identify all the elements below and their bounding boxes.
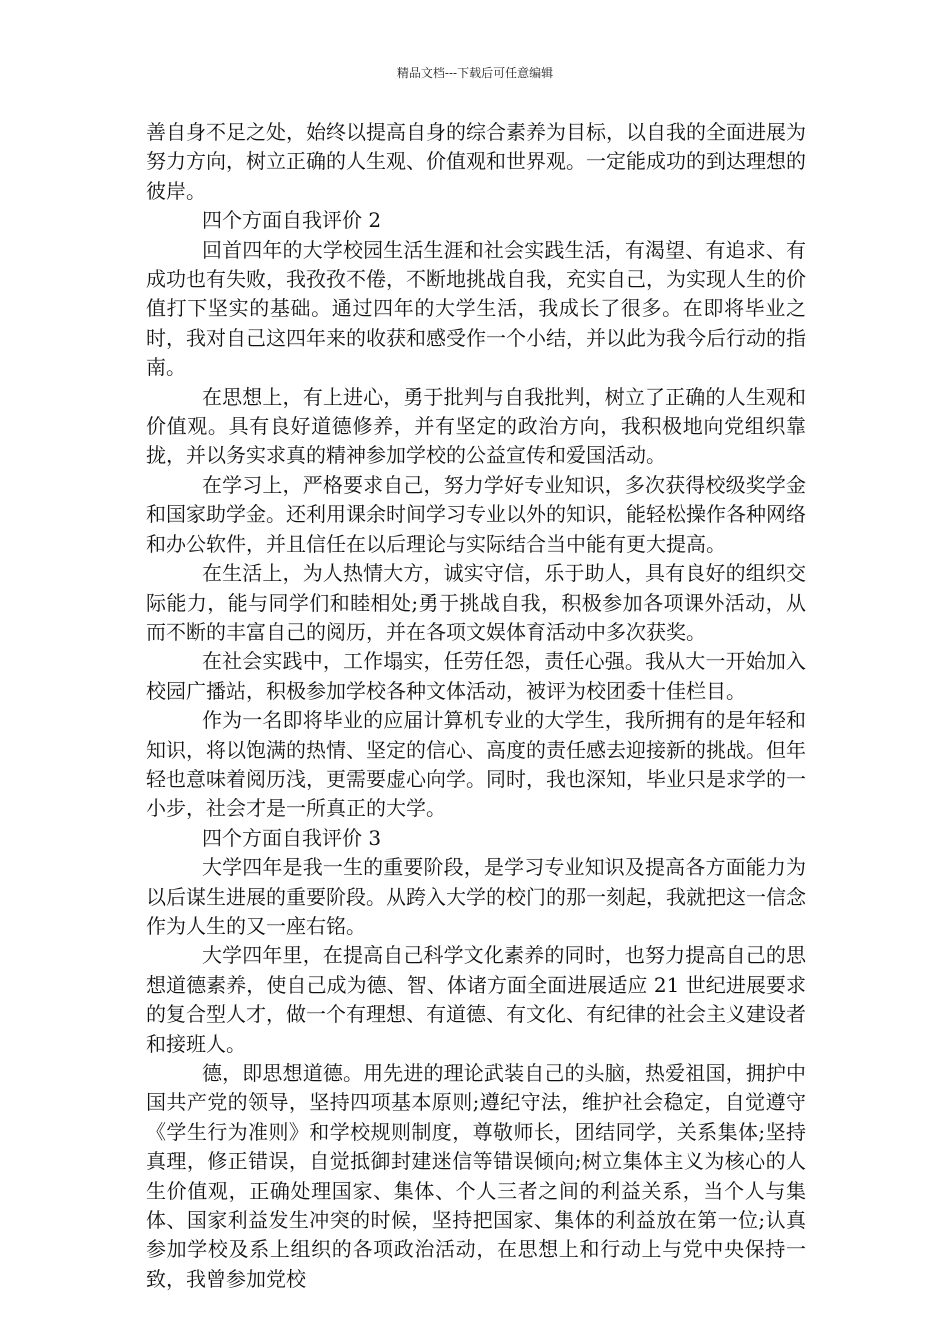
paragraph: 大学四年是我一生的重要阶段，是学习专业知识及提高各方面能力为以后谋生进展的重要阶段。从跨入大学的校门的那一刻起，我就把这一信念作为人生的又一座右铭。 [146,855,806,938]
paragraph: 在学习上，严格要求自己，努力学好专业知识，多次获得校级奖学金和国家助学金。还利用课余时间学习专业以外的知识，能轻松操作各种网络和办公软件，并且信任在以后理论与实际结合当中能有更大提高。 [146,472,806,556]
paragraph: 在社会实践中，工作塌实，任劳任怨，责任心强。我从大一开始加入校园广播站，积极参加学校各种文体活动，被评为校团委十佳栏目。 [146,649,806,703]
paragraph: 德，即思想道德。用先进的理论武装自己的头脑，热爱祖国，拥护中国共产党的领导，坚持四项基本原则;遵纪守法，维护社会稳定，自觉遵守《学生行为准则》和学校规则制度，尊敬师长，团结同学，关系集体;坚持真理，修正错误，自觉抵御封建迷信等错误倾向;树立集体主义为核心的人生价值观，正确处理国家、集体、个人三者之间的利益关系，当个人与集体、国家利益发生冲突的时候，坚持把国家、集体的利益放在第一位;认真参加学校及系上组织的各项政治活动，在思想上和行动上与党中央保持一致，我曾参加党校 [146,1061,806,1291]
paragraph: 善自身不足之处，始终以提高自身的综合素养为目标，以自我的全面进展为努力方向，树立正确的人生观、价值观和世界观。一定能成功的到达理想的彼岸。 [146,120,806,203]
document-body [146,118,806,1294]
section-heading: 四个方面自我评价 2 [202,208,382,233]
paragraph: 回首四年的大学校园生活生涯和社会实践生活，有渴望、有追求、有成功也有失败，我孜孜不倦，不断地挑战自我，充实自己，为实现人生的价值打下坚实的基础。通过四年的大学生活，我成长了很多。在即将毕业之时，我对自己这四年来的收获和感受作一个小结，并以此为我今后行动的指南。 [146,237,806,380]
paragraph: 作为一名即将毕业的应届计算机专业的大学生，我所拥有的是年轻和知识，将以饱满的热情、坚定的信心、高度的责任感去迎接新的挑战。但年轻也意味着阅历浅，更需要虚心向学。同时，我也深知，毕业只是求学的一小步，社会才是一所真正的大学。 [146,708,806,821]
page-header: 精品文档---下载后可任意编辑 [396,66,554,80]
paragraph: 大学四年里，在提高自己科学文化素养的同时，也努力提高自己的思想道德素养，使自己成为德、智、体诸方面全面进展适应 21 世纪进展要求的复合型人才，做一个有理想、有道德、有文化、有纪律的社会主义建设者和接班人。 [146,943,806,1056]
paragraph: 在生活上，为人热情大方，诚实守信，乐于助人，具有良好的组织交际能力，能与同学们和睦相处;勇于挑战自我，积极参加各项课外活动，从而不断的丰富自己的阅历，并在各项文娱体育活动中多次获奖。 [146,561,806,644]
paragraph: 在思想上，有上进心，勇于批判与自我批判，树立了正确的人生观和价值观。具有良好道德修养，并有坚定的政治方向，我积极地向党组织靠拢，并以务实求真的精神参加学校的公益宣传和爱国活动。 [146,384,806,468]
section-heading: 四个方面自我评价 3 [202,825,382,850]
